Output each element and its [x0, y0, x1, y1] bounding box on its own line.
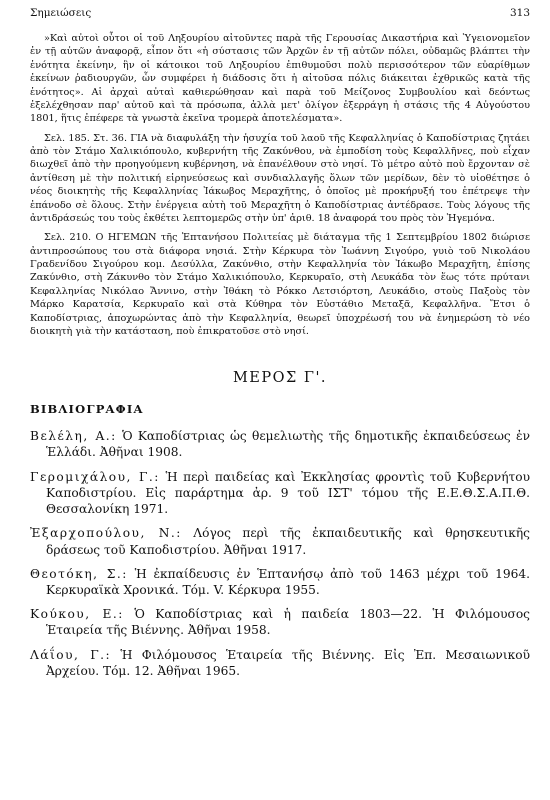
page-number: 313 [509, 7, 530, 19]
bibliography-entry [30, 647, 530, 679]
bibliography-heading: ΒΙΒΛΙΟΓΡΑΦΙΑ [30, 402, 144, 417]
entry-author: Ἐξαρχοπούλου, Ν.: [30, 526, 182, 541]
entry-author: Θεοτόκη, Σ.: [30, 566, 128, 581]
bibliography-entry [30, 606, 530, 638]
entry-author: Λάΐου, Γ.: [30, 647, 112, 662]
note-paragraph-page-210: Σελ. 210. Ο ΗΓΕΜΩΝ τῆς Ἑπτανήσου Πολιτείας μὲ διάταγμα τῆς 1 Σεπτεμβρίου 1802 διώρισε ἀντιπροσώπους του στὰ διάφορα νησιά. Στὴν Κέρκυρα τὸν Ἰωάννη Σιγούρο, γυιὸ τοῦ Νικολάου Γραδενίδου Σιγούρου κομ. Δεσύλλα, Ζακύνθιο, στὴν Κεφαλληνία τὸν Ἰάκωβο Μεραχῆτη, ἐπίσης Ζακύνθιο, στὴ Ζάκυνθο τὸν Στάμο Χαλικιόπουλο, Κερκυραῖο, στὴ Λευκάδα τὸν ἕως τότε πρύτανι Κεφαλληνίας Νικόλαο Ἄννινο, στὴν Ἰθάκη τὸ Ρόκκο Λετσιόρτση, Λευκάδιο, στοὺς Παξοὺς τὸν Μάρκο Καρατσία, Κερκυραῖο καὶ στὰ Κύθηρα τὸν Εὐστάθιο Μεταξᾶ, Κεφαλλῆνα. Ἔτσι ὁ Καποδίστριας, ἀποχωρώντας ἀπὸ τὴν Κεφαλληνία, θεωρεῖ ὑποχρέωσή του νὰ ἐνημερώση τὸ νέο διοικητὴ γιὰ τὴν κατάσταση, ποὺ ἐπικρατοῦσε στὸ νησί. [30, 232, 530, 337]
bibliography-entry [30, 469, 530, 518]
entry-text: Λόγος περὶ τῆς ἐκπαιδευτικῆς καὶ θρησκευτικῆς δράσεως τοῦ Καποδιστρίου. Ἀθῆναι 1917. [46, 526, 530, 557]
note-paragraph-page-185: Σελ. 185. Στ. 36. ΓΙΑ νὰ διαφυλάξη τὴν ἡσυχία τοῦ λαοῦ τῆς Κεφαλληνίας ὁ Καποδίστριας ζητάει ἀπὸ τὸν Στάμο Χαλικιόπουλο, κυβερνήτη τῆς Ζακύνθου, νὰ ἐμποδίση τοὺς Κεφαλλῆνες, ποὺ εἶχαν διωχθεῖ ἀπὸ τὴν προηγούμενη κυβέρνηση, νὰ ἐπανέλθουν στὸ νησί. Τὸ μέτρο αὐτὸ ποὺ ἔρχονταν σὲ ἀντίθεση μὲ τὴν πολιτική εἰρηνεύσεως καὶ συνδιαλλαγῆς ὅλων τῶν μερίδων, δὲν τὸ υἱοθέτησε ὁ νέος διοικητὴς τῆς Κεφαλληνίας Ἰάκωβος Μεραχῆτης, ὁ ὁποῖος μὲ προκήρυξή του ἐπέτρεψε τὴν ἐπάνοδο σὲ ὅλους. Στὴν ἐνέργεια αὐτὴ τοῦ Μεραχῆτη ὁ Καποδίστριας ἀντέδρασε. Τοὺς λόγους τῆς ἀντιδράσεώς του τοὺς ἐκθέτει λεπτομερῶς στὴν ὑπ' ἀριθ. 18 ἀναφορά του πρὸς τὸν Ἡγεμόνα. [30, 132, 530, 224]
entry-text: Ἡ περὶ παιδείας καὶ Ἐκκλησίας φροντὶς τοῦ Κυβερνήτου Καποδιστρίου. Εἰς παράρτημα ἀρ. 9 τοῦ ΙΣΤ' τόμου τῆς Ε.Ε.Θ.Σ.Α.Π.Θ. Θεσσαλονίκη 1971. [46, 469, 530, 517]
entry-text: Ἡ ἐκπαίδευσις ἐν Ἑπτανήσῳ ἀπὸ τοῦ 1463 μέχρι τοῦ 1964. Κερκυραϊκὰ Χρονικά. Τόμ. V. Κέρκυρα 1955. [46, 566, 530, 597]
page-body [30, 32, 530, 687]
entry-text: Ὁ Καποδίστριας ὡς θεμελιωτὴς τῆς δημοτικῆς ἐκπαιδεύσεως ἐν Ἑλλάδι. Ἀθῆναι 1908. [46, 429, 530, 460]
entry-text: Ἡ Φιλόμουσος Ἑταιρεία τῆς Βιέννης. Εἰς Ἐπ. Μεσαιωνικοῦ Ἀρχείου. Τόμ. 12. Ἀθῆναι 1965. [46, 647, 530, 678]
bibliography-entry [30, 566, 530, 598]
bibliography-entry [30, 428, 530, 460]
running-header [30, 7, 530, 21]
entry-author: Κούκου, Ε.: [30, 607, 124, 622]
entry-author: Βελέλη, Α.: [30, 429, 117, 444]
entry-author: Γερομιχάλου, Γ.: [30, 469, 160, 484]
entry-text: Ὁ Καποδίστριας καὶ ἡ παιδεία 1803—22. Ἡ Φιλόμουσος Ἑταιρεία τῆς Βιέννης. Ἀθῆναι 1958. [46, 607, 530, 638]
bibliography-entry [30, 525, 530, 557]
header-title: Σημειώσεις [30, 7, 92, 19]
section-title: ΜΕΡΟΣ Γ'. [232, 370, 328, 387]
note-paragraph-quote: »Καὶ αὐτοὶ οὗτοι οἱ τοῦ Ληξουρίου αἰτοῦντες παρὰ τῆς Γερουσίας Δικαστήρια καὶ Ὑγειονομεῖον ἐν τῇ αὐτῶν ἀναφορᾷ, εἶπον ὅτι «ἡ σύστασις τῶν Ἀρχῶν ἐν τῇ αὐτῶν πόλει, οὐδαμῶς βλάπτει τὴν ἑνότητα ἐκείνην, ἣν οἱ κάτοικοι τοῦ Ληξουρίου ἐπιθυμοῦσι πολὺ περισσότερον τῶν εὐαρίθμων ἐκείνων ῥαδιουργῶν, ὧν συμφέρει ἡ διάδοσις ὅτι ἡ αἰτοῦσα πόλις διάκειται ἐχθρικῶς κατὰ τῆς ἑνότητος». Αἱ ἀρχαὶ αὐταὶ καθιερώθησαν καὶ παρὰ τοῦ Μείζονος Συμβουλίου καὶ δεόντως ἐξελέχθησαν παρ' αὐτοῦ καὶ τὰ πρόσωπα, ἀλλὰ μετ' ὀλίγον ἐξερράγη ἡ στάσις τῆς 4 Αὐγούστου 1801, ἥτις ἐπέφερε τὰ γνωστὰ ἐκεῖνα τρομερὰ ἀποτελέσματα». [30, 33, 530, 125]
